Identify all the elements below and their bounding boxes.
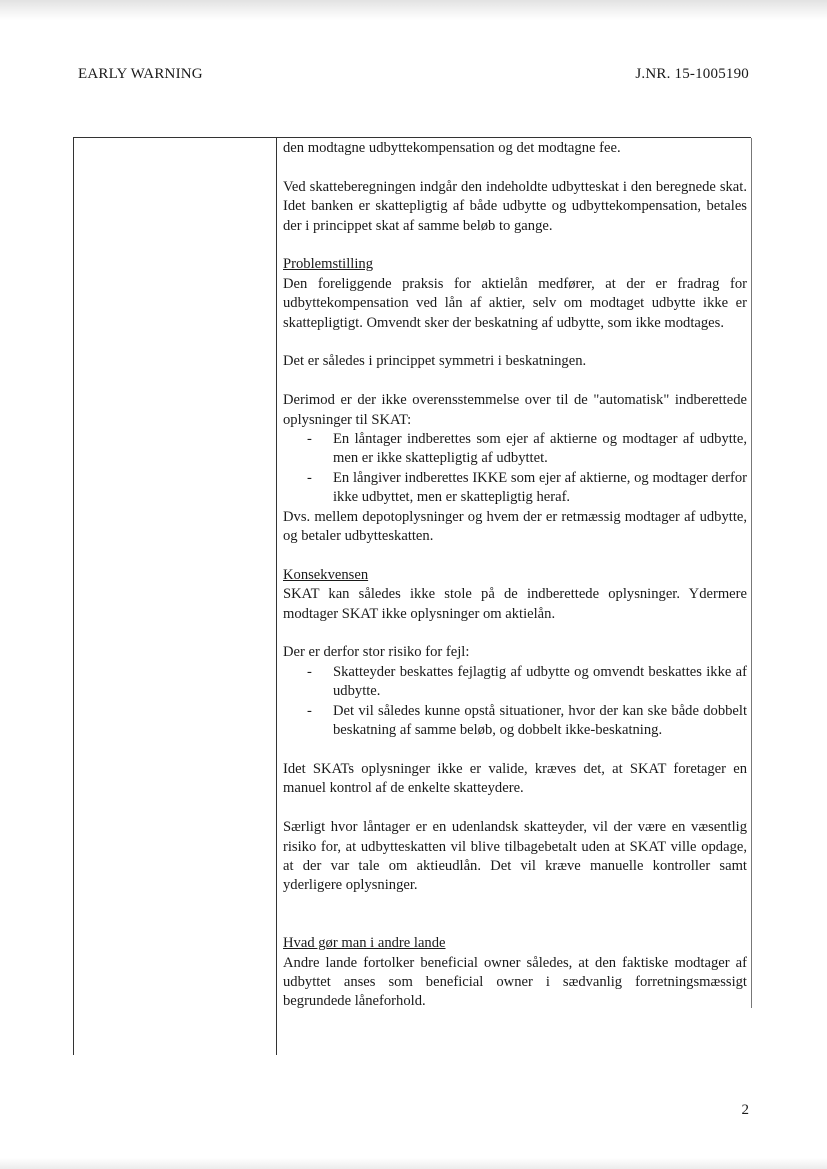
- section-konsekvensen: [283, 566, 747, 624]
- section-andre-lande: [283, 934, 747, 1012]
- document-title: EARLY WARNING: [78, 66, 203, 82]
- list-derimod: [283, 430, 747, 508]
- content-table: [73, 137, 751, 1055]
- section-derimod: [283, 391, 747, 546]
- paragraph-symmetri: Det er således i princippet symmetri i beskatningen.: [283, 353, 587, 370]
- text-risiko-intro: Der er derfor stor risiko for fejl:: [283, 644, 470, 661]
- paragraph-skatteberegning: Ved skatteberegningen indgår den indeholdte udbytteskat i den beregnede skat. Idet banken er skattepligtig af både udbytte og udbyttekompensation, betales der i princippet skat af samme beløb to gange.: [283, 178, 747, 234]
- table-left-column: [74, 138, 277, 1055]
- heading-andre-lande: Hvad gør man i andre lande: [283, 935, 446, 952]
- text-konsekvensen: SKAT kan således ikke stole på de indberettede oplysninger. Ydermere modtager SKAT ikke oplysninger om aktielån.: [283, 586, 747, 622]
- scan-edge-top: [0, 0, 827, 20]
- scan-edge-bottom: [0, 1158, 827, 1169]
- table-right-border: [751, 138, 752, 1008]
- heading-problemstilling: Problemstilling: [283, 256, 373, 273]
- list-item: - En låntager indberettes som ejer af aktierne og modtager af udbytte, men er ikke skattepligtig af udbyttet.: [307, 430, 747, 469]
- table-right-column: [277, 138, 751, 1012]
- section-problemstilling: [283, 255, 747, 333]
- list-item: - Det vil således kunne opstå situationer, hvor der kan ske både dobbelt beskatning af samme beløb, og dobbelt ikke-beskatning.: [307, 702, 747, 741]
- text-andre-lande: Andre lande fortolker beneficial owner således, at den faktiske modtager af udbyttet anses som beneficial owner i sædvanlig forretningsmæssigt begrundede låneforhold.: [283, 954, 747, 1010]
- paragraph-fee: den modtagne udbyttekompensation og det modtagne fee.: [283, 140, 621, 156]
- paragraph-valide: Idet SKATs oplysninger ikke er valide, kræves det, at SKAT foretager en manuel kontrol af de enkelte skatteydere.: [283, 760, 747, 797]
- journal-number: J.NR. 15-1005190: [635, 66, 749, 82]
- list-item: - En långiver indberettes IKKE som ejer af aktierne, og modtager derfor ikke udbyttet, men er skattepligtig heraf.: [307, 469, 747, 508]
- paragraph-saerligt: Særligt hvor låntager er en udenlandsk skatteyder, vil der være en væsentlig risiko for, at udbytteskatten vil blive tilbagebetalt uden at SKAT ville opdage, at der var tale om aktieudlån. Det vil kræve manuelle kontroller samt yderligere oplysninger.: [283, 819, 747, 894]
- heading-konsekvensen: Konsekvensen: [283, 566, 369, 583]
- text-derimod-outro: Dvs. mellem depotoplysninger og hvem der er retmæssig modtager af udbytte, og betaler udbytteskatten.: [283, 508, 747, 545]
- page-number: 2: [741, 1102, 749, 1118]
- text-problemstilling: Den foreliggende praksis for aktielån medfører, at der er fradrag for udbyttekompensation ved lån af aktier, selv om modtaget udbytte ikke er skattepligtigt. Omvendt sker der beskatning af udbytte, som ikke modtages.: [283, 275, 747, 331]
- list-item: - Skatteyder beskattes fejlagtig af udbytte og omvendt beskattes ikke af udbytte.: [307, 663, 747, 702]
- text-derimod-intro: Derimod er der ikke overensstemmelse over til de "automatisk" indberettede oplysninger til SKAT:: [283, 392, 747, 428]
- blank-line: [283, 915, 747, 934]
- list-risiko: [283, 663, 747, 741]
- section-risiko: [283, 643, 747, 740]
